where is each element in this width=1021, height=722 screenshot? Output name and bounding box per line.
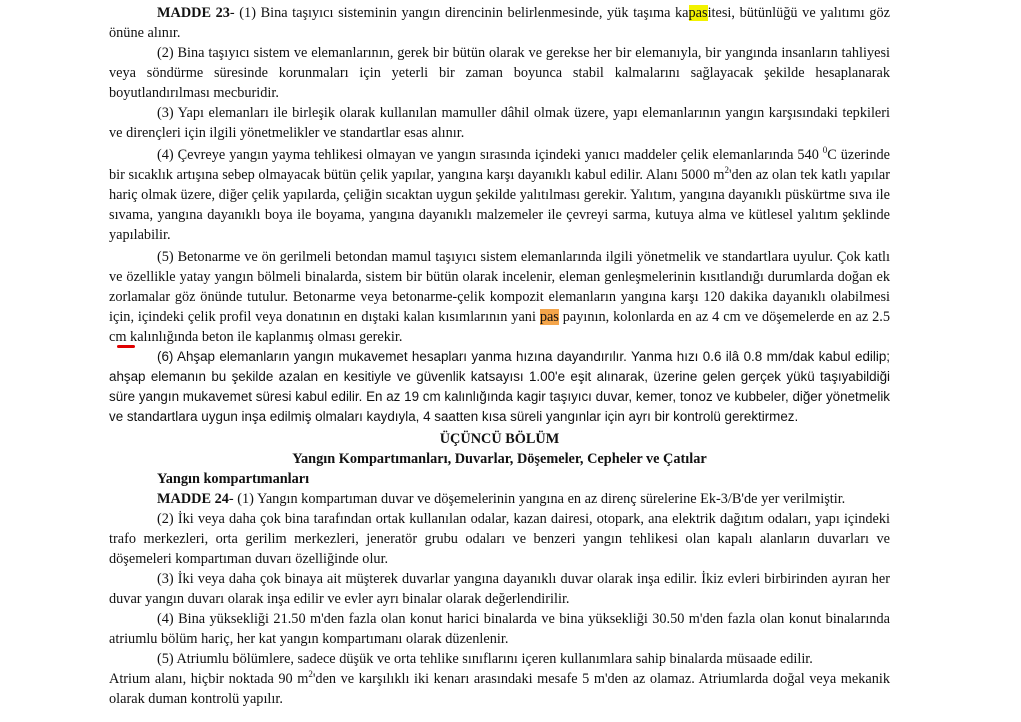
madde-24-paragraph-5-continued: Atrium alanı, hiçbir noktada 90 $m^2'den$ ve karşılıklı iki kenarı arasındaki mesafe 5 m'den az olamaz. Atriumlarda doğal veya mekanik olarak duman kontrolü yapılır.	[109, 669, 890, 707]
madde-23-paragraph-5: (5) Betonarme ve ön gerilmeli betondan mamul taşıyıcı sistem elemanlarında ilgili yönetmelik ve standartlara uyulur. Çok katlı ve özellikle yatay yangın bölmeli binalarda, sistem bir bütün olarak incelenir, eleman genleşmelerinin kısıtlandığı durumlarda doğan ek zorlamalar göz önünde tutulur. Betonarme veya betonarme-çelik kompozit elemanların yangına karşı 120 dakika dayanıklı olabilmesi için, içindeki çelik profil veya donatının en dıştaki kalan kısımlarının yani pas payının, kolonlarda en az 4 cm ve döşemelerde en az 2.5 cm kalınlığında beton ile kaplanmış olması gerekir.	[109, 249, 890, 345]
madde-24-paragraph-4: (4) Bina yüksekliği 21.50 m'den fazla olan konut harici binalarda ve bina yüksekliği 30.50 m'den fazla olan konut binalarında atriumlu bölüm hariç, her kat yangın kompartımanı olarak düzenlenir.	[109, 611, 890, 647]
madde-23-paragraph-2: (2) Bina taşıyıcı sistem ve elemanlarının, gerek bir bütün olarak ve gerekse her bir elemanıyla, bir yangında insanların tahliyesi veya söndürme süresinde korunmaları için yeterli bir zaman boyunca stabil kalmalarını sağlayacak şekilde hesaplanarak boyutlandırılması mecburidir.	[109, 45, 890, 101]
madde-23-heading: MADDE 23	[157, 5, 230, 21]
madde-23-paragraph-4: (4) Çevreye yangın yayma tehlikesi olmayan ve yangın sırasında içindeki yanıcı maddeler çelik elemanlarında 540 $^0$C üzerinde bir sıcaklık artışına sebep olmayacak bütün çelik yapılar, yangına karşı dayanıklı kabul edilir. Alanı 5000 $m^2'den$ az olan tek katlı yapılar hariç olmak üzere, diğer çelik yapılarda, çeliğin sıcaktan uygun şekilde yalıtılması gerekir. Yalıtım, yangına dayanıklı püskürtme sıva ile sıvama, yangına dayanıklı boya ile boyama, yangına dayanıklı malzemeler ile çevreyi sarma, kutuya alma ve kütlesel yalıtım şeklinde yapılabilir.	[109, 145, 890, 243]
madde-23-paragraph-1: MADDE 23- (1) Bina taşıyıcı sisteminin yangın direncinin belirlenmesinde, yük taşıma kapasitesi, bütünlüğü ve yalıtımı göz önüne alınır.	[109, 5, 890, 41]
yellow-highlight: pas	[688, 5, 708, 21]
section-title: ÜÇÜNCÜ BÖLÜM	[439, 431, 560, 447]
subsection-heading: Yangın kompartımanları	[157, 471, 310, 487]
madde-23-paragraph-3: (3) Yapı elemanları ile birleşik olarak kullanılan mamuller dâhil olmak üzere, yapı elemanlarının yangın karşısındaki tepkileri ve dirençleri için ilgili yönetmelikler ve standartlar esas alınır.	[109, 105, 890, 141]
madde-24-paragraph-3: (3) İki veya daha çok binaya ait müşterek duvarlar yangına dayanıklı duvar olarak inşa edilir. İkiz evleri birbirinden ayıran her duvar yangın duvarı olarak inşa edilir ve evler ayrı binalar olarak değerlendirilir.	[109, 571, 890, 607]
madde-24-paragraph-5: (5) Atriumlu bölümlere, sadece düşük ve orta tehlike sınıflarını içeren kullanımlara sahip binalarda müsaade edilir.	[157, 651, 813, 667]
section-subtitle: Yangın Kompartımanları, Duvarlar, Döşemeler, Cepheler ve Çatılar	[292, 451, 707, 467]
madde-24-heading: MADDE 24	[157, 491, 229, 507]
madde-24-paragraph-2: (2) İki veya daha çok bina tarafından ortak kullanılan odalar, kazan dairesi, otopark, ana elektrik dağıtım odaları, yapı içindeki trafo merkezleri, orta gerilim merkezleri, jeneratör grubu odaları ve benzeri yangın tehlikesi olan kapalı alanların duvarları ve döşemeleri kompartıman duvarı özelliğinde olur.	[109, 511, 890, 567]
madde-23-paragraph-6: (6) Ahşap elemanların yangın mukavemet hesapları yanma hızına dayandırılır. Yanma hızı 0.6 ilâ 0.8 mm/dak kabul edilip; ahşap elemanın bu şekilde azalan en kesitiyle ve güvenlik katsayısı 1.00'e eşit alınarak, üzerine gelen gerçek yükü taşıyabildiği süre yangın mukavemet süresi kabul edilir. En az 19 cm kalınlığında kagir taşıyıcı duvar, kemer, tonoz ve kubbeler, diğer yönetmelik ve standartlara uygun inşa edilmiş olmaları kaydıyla, 4 saatten kısa süreli yangınlar için ayrı bir kontrolü gerektirmez.	[109, 349, 890, 424]
document-page	[109, 0, 890, 709]
orange-highlight: pas	[539, 309, 559, 325]
red-underline-annotation	[117, 345, 135, 348]
madde-24-paragraph-1: MADDE 24- (1) Yangın kompartıman duvar ve döşemelerinin yangına en az direnç sürelerine Ek-3/B'de yer verilmiştir.	[157, 491, 846, 507]
